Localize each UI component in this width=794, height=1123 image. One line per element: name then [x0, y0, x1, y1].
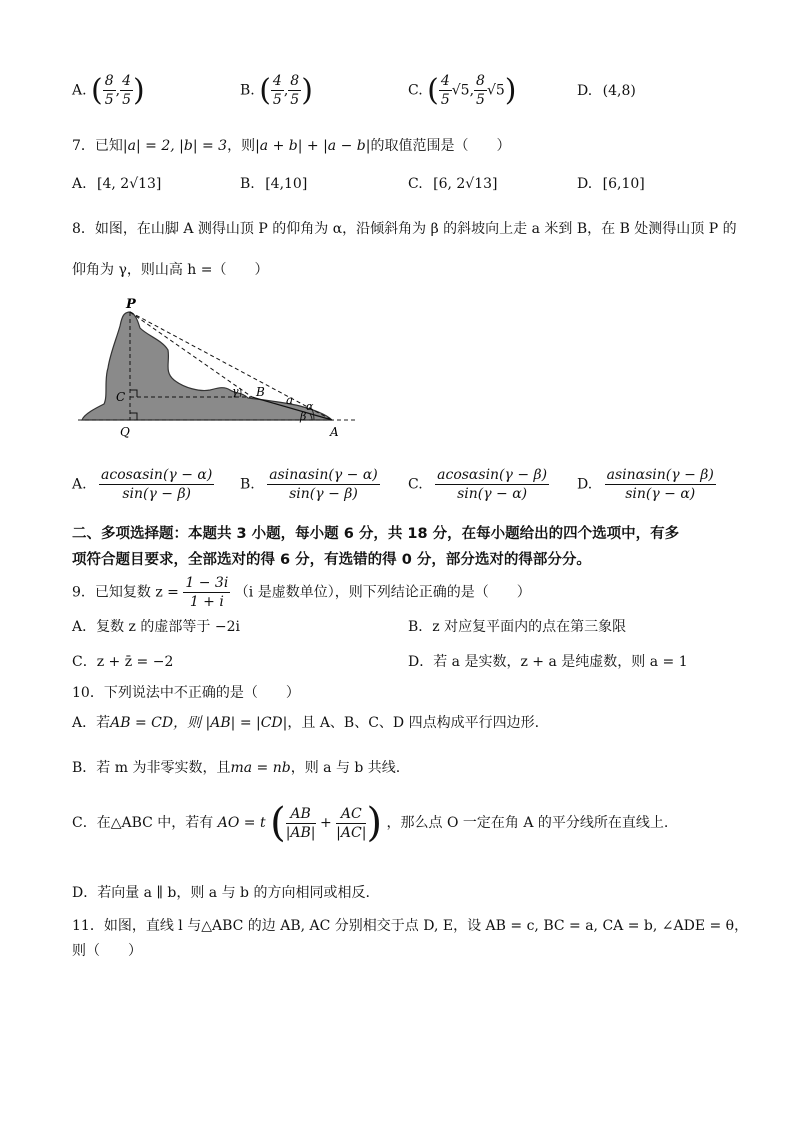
numerator: AB [286, 805, 316, 824]
q8-stem-line2: 仰角为 γ，则山高 h =（ ） [72, 262, 269, 278]
denominator: 5 [122, 92, 132, 108]
option-suffix: ，且 A、B、C、D 四点构成平行四边形. [287, 715, 540, 731]
fraction [474, 72, 487, 109]
q8-option-b [240, 466, 380, 503]
label-gamma: γ [232, 385, 239, 398]
paren: ) [366, 800, 383, 846]
sqrt: √5 [451, 82, 470, 99]
numerator: 8 [476, 73, 485, 89]
q11-stem-line2: 则（ ） [72, 943, 142, 959]
denominator: 1 + i [189, 594, 224, 610]
fraction [267, 466, 380, 503]
option-label: B. [240, 176, 255, 192]
q7-option-a [72, 176, 161, 192]
option-label: C. [408, 82, 423, 99]
fraction [271, 72, 284, 109]
label-b-point: B [256, 385, 265, 399]
paren: ) [504, 73, 517, 108]
numerator: 4 [440, 73, 450, 89]
paren: ) [301, 73, 313, 108]
section2-heading-line1: 二、多项选择题：本题共 3 小题，每小题 6 分，共 18 分，在每小题给出的四个选项中，有多 [72, 526, 680, 542]
option-label: A. [72, 476, 87, 493]
option-text: (4,8) [602, 83, 636, 99]
numerator: 4 [122, 73, 132, 89]
option-label: A. [72, 82, 87, 99]
angle-arc-gamma [240, 388, 241, 397]
q9-option-c: C．z + z̄ = −2 [72, 654, 174, 670]
option-text: [4,10] [265, 176, 308, 192]
denominator: |AC| [336, 824, 367, 841]
denominator: 5 [476, 92, 485, 108]
q6-option-a: A. ( $\frac{8}{5}$ , $\frac{4}{5}$ ) [72, 73, 145, 108]
numerator: 8 [290, 73, 300, 89]
option-label: D. [577, 476, 593, 493]
label-q: Q [120, 425, 130, 439]
option-label: B. [240, 476, 255, 493]
q9-option-a: A．复数 z 的虚部等于 −2i [72, 619, 240, 635]
q9-option-b: B．z 对应复平面内的点在第三象限 [408, 619, 627, 635]
q8-option-c [408, 466, 549, 503]
denominator: 5 [440, 92, 450, 108]
numerator: asinαsin(γ − α) [269, 467, 378, 483]
paren: ( [427, 73, 439, 108]
stem-prefix: 9．已知复数 z = [72, 584, 179, 601]
q6-option-c: C. ( $\frac{4}{5}$ √5, $\frac{8}{5}$ √5) [408, 73, 517, 108]
label-p: P [126, 297, 136, 312]
q8-option-d [577, 466, 716, 503]
q7-stem [72, 135, 510, 155]
option-label: A. [72, 176, 87, 192]
option-label: D. [577, 83, 593, 99]
numerator: acosαsin(γ − α) [101, 467, 213, 483]
option-expression: AO = t [217, 815, 266, 831]
numerator: asinαsin(γ − β) [606, 467, 714, 483]
option-label: B. [240, 82, 255, 99]
fraction [286, 805, 316, 842]
denominator: 5 [290, 92, 300, 108]
fraction [103, 72, 116, 109]
numerator: 4 [272, 73, 282, 89]
label-c: C [116, 390, 126, 404]
denominator: sin(γ − α) [457, 486, 528, 502]
stem-prefix: 7．已知 [72, 138, 123, 154]
fraction [435, 466, 549, 503]
denominator: sin(γ − β) [289, 486, 358, 502]
q10-option-b [72, 757, 400, 777]
q9-option-d: D．若 a 是实数，z + a 是纯虚数，则 a = 1 [408, 654, 688, 670]
q9-stem [72, 574, 531, 611]
label-beta: β [300, 410, 307, 423]
label-a-length: a [286, 393, 294, 407]
q10-option-c: C．在△ABC 中，若有 AO = t ( $\frac{AB}{|AB|}$ + $\frac{AC}{|AC|}$ ) ，那么点 O 一定在角 A 的平分线所在直线上. [72, 800, 669, 846]
denominator: sin(γ − β) [122, 486, 192, 502]
fraction [439, 72, 452, 109]
label-alpha: α [306, 400, 314, 413]
option-suffix: ，则 a 与 b 共线. [290, 760, 401, 776]
sqrt: √5 [486, 82, 505, 99]
q6-option-d [577, 83, 636, 99]
q10-stem: 10．下列说法中不正确的是（ ） [72, 685, 300, 701]
q11-stem-line1: 11．如图，直线 l 与△ABC 的边 AB, AC 分别相交于点 D, E，设 AB = c, BC = a, CA = b, ∠ADE = θ， [72, 918, 749, 934]
option-prefix: B．若 m 为非零实数，且 [72, 760, 231, 776]
fraction [288, 72, 301, 109]
fraction [605, 466, 716, 503]
paren: ) [133, 73, 145, 108]
option-text: [6, 2√13] [433, 176, 498, 192]
numerator: acosαsin(γ − β) [437, 467, 548, 483]
option-expression: ma = nb [230, 760, 291, 776]
stem-mid: ，则 [227, 138, 256, 154]
q10-option-d: D．若向量 a ∥ b，则 a 与 b 的方向相同或相反. [72, 885, 370, 901]
fraction [99, 466, 214, 503]
paren: ( [91, 73, 103, 108]
numerator: AC [336, 805, 366, 824]
q6-option-b: B. ( $\frac{4}{5}$ , $\frac{8}{5}$ ) [240, 73, 313, 108]
option-label: C. [408, 176, 423, 192]
q7-option-d [577, 176, 645, 192]
option-expression: AB = CD，则 |AB| = |CD| [110, 715, 288, 731]
section2-heading-line2: 项符合题目要求，全部选对的得 6 分，有选错的得 0 分，部分选对的得部分分。 [72, 552, 591, 568]
q7-option-c [408, 176, 498, 192]
option-text: [4, 2√13] [97, 176, 162, 192]
denominator: sin(γ − α) [625, 486, 696, 502]
option-prefix: C．在△ABC 中，若有 [72, 815, 214, 831]
q8-mountain-figure [74, 296, 364, 442]
condition: |a| = 2, |b| = 3 [122, 138, 228, 154]
q8-stem-line1: 8．如图，在山脚 A 测得山顶 P 的仰角为 α，沿倾斜角为 β 的斜坡向上走 a 米到 B，在 B 处测得山顶 P 的 [72, 221, 737, 237]
option-suffix: ，那么点 O 一定在角 A 的平分线所在直线上. [386, 815, 669, 831]
paren: ( [259, 73, 271, 108]
option-text: [6,10] [602, 176, 645, 192]
q10-option-a [72, 712, 539, 732]
fraction [183, 574, 230, 611]
stem-suffix: （i 是虚数单位），则下列结论正确的是（ ） [234, 584, 531, 601]
q7-option-b [240, 176, 307, 192]
fraction [336, 805, 366, 842]
label-a-point: A [330, 425, 339, 439]
numerator: 1 − 3i [185, 575, 229, 591]
option-label: C. [408, 476, 423, 493]
option-prefix: A．若 [72, 715, 111, 731]
numerator: 8 [104, 73, 114, 89]
denominator: 5 [272, 92, 282, 108]
option-label: D. [577, 176, 593, 192]
denominator: 5 [104, 92, 114, 108]
denominator: |AB| [285, 824, 316, 841]
paren: ( [270, 800, 286, 846]
expression: |a + b| + |a − b| [255, 138, 371, 154]
q8-option-a [72, 466, 214, 503]
stem-suffix: 的取值范围是（ ） [370, 138, 511, 154]
fraction [120, 72, 133, 109]
